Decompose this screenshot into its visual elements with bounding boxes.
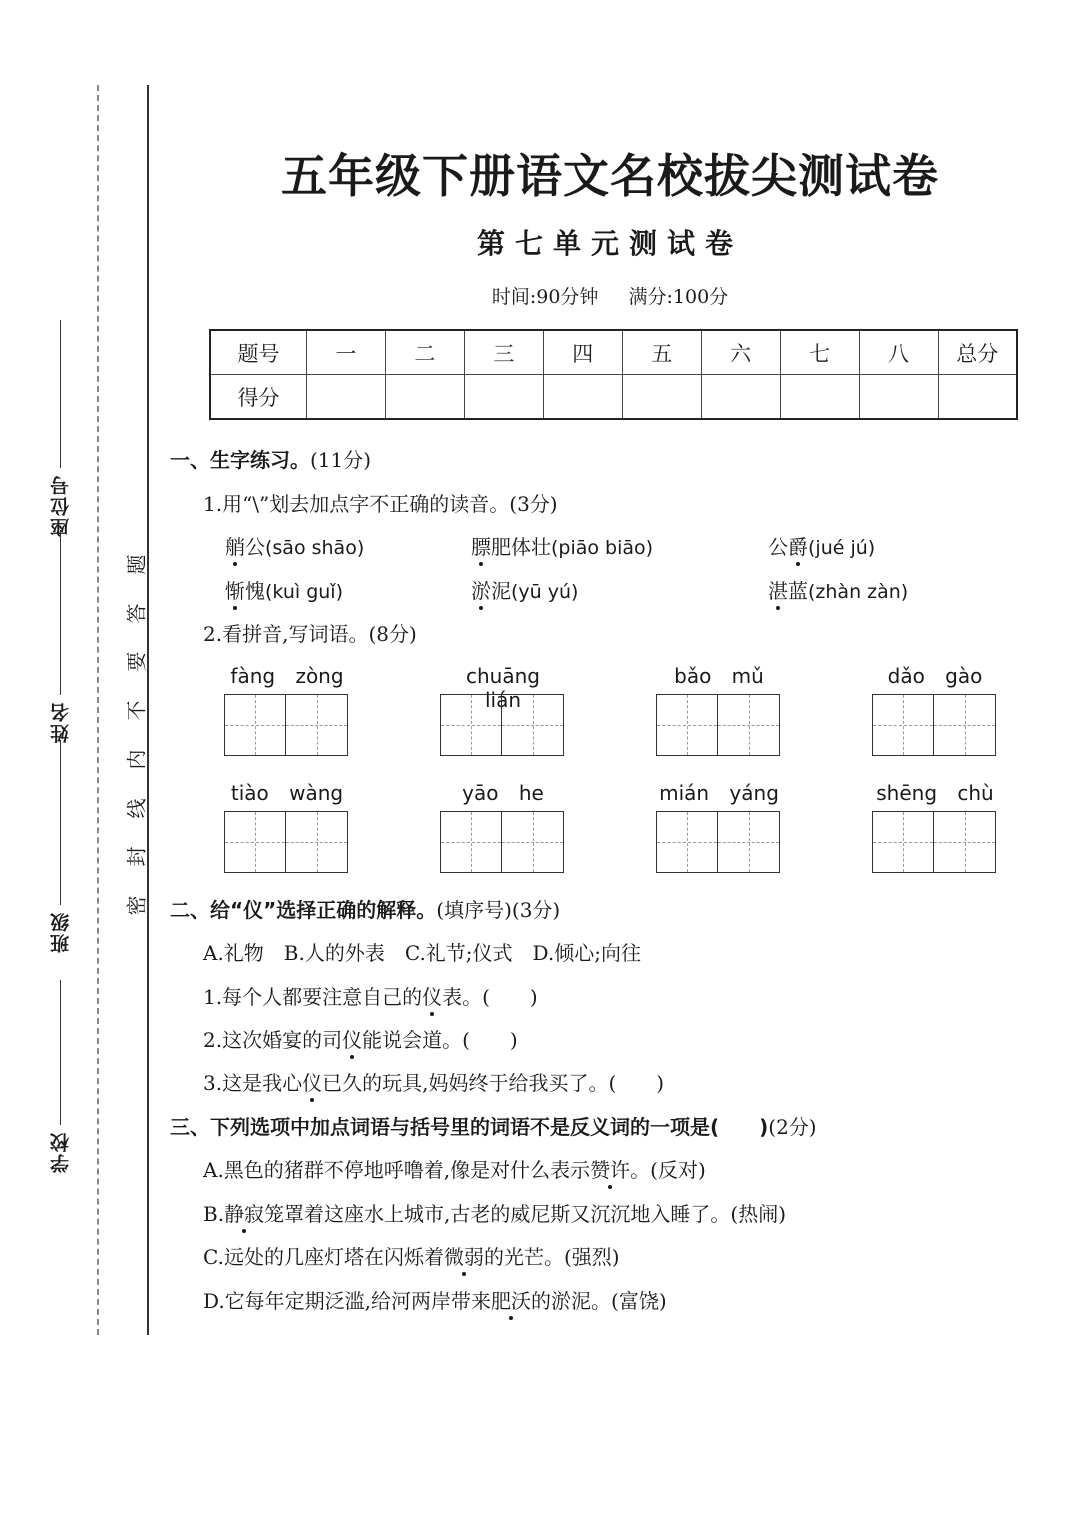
dotted-char: 湛: [768, 575, 788, 604]
dotted-word: 静寂: [224, 1198, 264, 1227]
writing-cell[interactable]: [440, 694, 502, 756]
score-table: [209, 329, 1018, 420]
section-2-question[interactable]: 3.这是我心仪已久的玩具,妈妈终于给我买了。( ): [203, 1067, 664, 1096]
unit-subtitle: 第七单元测试卷: [476, 227, 743, 260]
score-cell[interactable]: [780, 375, 859, 420]
seal-char: 答: [124, 603, 149, 624]
cut-dashed-line: [97, 85, 99, 1335]
score-cell[interactable]: [622, 375, 701, 420]
seal-char: 线: [124, 798, 149, 819]
option-c: C.远处的几座灯塔在闪烁着微弱的光芒。(强烈): [203, 1241, 620, 1270]
table-row: [210, 330, 1017, 375]
dotted-char: 膘: [471, 531, 491, 560]
school-label: 学校: [49, 1131, 72, 1173]
word-writing-grid[interactable]: [872, 664, 998, 757]
table-header-cell: 八: [859, 330, 938, 375]
word-pinyin: shēng chù: [876, 781, 994, 805]
pinyin-options: (yū yú): [511, 581, 579, 603]
writing-cell[interactable]: [656, 811, 718, 873]
section-3-points: (2分): [768, 1115, 817, 1139]
pinyin-options: (piāo biāo): [551, 537, 654, 559]
seal-char: 要: [124, 651, 149, 672]
pinyin-choice-item[interactable]: 惭愧(kuì guǐ): [225, 575, 343, 604]
table-header-cell: 三: [464, 330, 543, 375]
option-d: D.它每年定期泛滥,给河两岸带来肥沃的淤泥。(富饶): [203, 1285, 667, 1314]
q2-prompt: 2.看拼音,写词语。(8分): [203, 622, 417, 646]
section-2-question[interactable]: 1.每个人都要注意自己的仪表。( ): [203, 981, 538, 1010]
section-1-points: (11分): [310, 448, 372, 472]
q1-prompt: 1.用“\”划去加点字不正确的读音。(3分): [203, 492, 558, 516]
pinyin-options: (sāo shāo): [265, 537, 365, 559]
score-cell[interactable]: [307, 375, 386, 420]
pinyin-choice-item[interactable]: 湛蓝(zhàn zàn): [768, 575, 908, 604]
option-b: B.静寂笼罩着这座水上城市,古老的威尼斯又沉沉地入睡了。(热闹): [203, 1198, 786, 1227]
section-2-heading: [170, 894, 560, 923]
exam-info: [150, 282, 1070, 309]
dotted-word: 赞许: [590, 1154, 630, 1183]
page-title: 五年级下册语文名校拔尖测试卷: [281, 149, 939, 203]
seal-line-notice: [120, 550, 150, 920]
name-field[interactable]: [40, 530, 80, 743]
word-writing-grid[interactable]: [224, 781, 350, 874]
pinyin-choice-item[interactable]: 艄公(sāo shāo): [225, 531, 364, 560]
writing-cell[interactable]: [934, 694, 996, 756]
seal-char: 密: [124, 895, 149, 916]
score-cell[interactable]: [543, 375, 622, 420]
table-header-cell: 总分: [938, 330, 1017, 375]
word-pinyin: fàng zòng: [230, 664, 344, 688]
word-writing-grid[interactable]: [656, 664, 782, 757]
word-writing-grid[interactable]: [440, 781, 566, 874]
word-pinyin: yāo he: [462, 781, 544, 805]
word-writing-grid[interactable]: [656, 781, 782, 874]
word-pinyin: tiào wàng: [230, 781, 344, 805]
seal-char: 不: [124, 700, 149, 721]
score-cell[interactable]: [938, 375, 1017, 420]
writing-cell[interactable]: [224, 811, 286, 873]
dotted-char: 艄: [225, 531, 245, 560]
table-header-cell: 七: [780, 330, 859, 375]
dotted-char: 淤: [471, 575, 491, 604]
dotted-char: 惭: [225, 575, 245, 604]
table-header-cell: 二: [385, 330, 464, 375]
full-score: 满分:100分: [628, 286, 729, 308]
word-writing-grid[interactable]: [440, 664, 566, 757]
dotted-word: 肥沃: [491, 1285, 531, 1314]
time-limit: 时间:90分钟: [491, 286, 599, 308]
word-pinyin: dǎo gào: [887, 664, 983, 688]
writing-cell[interactable]: [502, 811, 564, 873]
word-pinyin: chuāng lián: [466, 664, 540, 712]
writing-cell[interactable]: [656, 694, 718, 756]
table-header-cell: 五: [622, 330, 701, 375]
pinyin-choice-item[interactable]: 淤泥(yū yú): [471, 575, 578, 604]
seat-number-label: 座位号: [49, 474, 72, 537]
seat-number-field[interactable]: [40, 320, 80, 537]
writing-cell[interactable]: [718, 811, 780, 873]
table-header-cell: 六: [701, 330, 780, 375]
score-cell[interactable]: [859, 375, 938, 420]
dotted-char: 仪: [422, 981, 442, 1010]
section-3-title: 三、下列选项中加点词语与括号里的词语不是反义词的一项是( ): [170, 1115, 769, 1139]
score-cell[interactable]: [385, 375, 464, 420]
school-field[interactable]: [40, 980, 80, 1173]
pinyin-options: (jué jú): [808, 537, 876, 559]
dotted-char: 仪: [302, 1067, 322, 1096]
writing-cell[interactable]: [718, 694, 780, 756]
pinyin-options: (zhàn zàn): [808, 581, 909, 603]
writing-cell[interactable]: [286, 694, 348, 756]
pinyin-options: (kuì guǐ): [265, 581, 343, 603]
table-header-cell: 题号: [210, 330, 307, 375]
section-2-question[interactable]: 2.这次婚宴的司仪能说会道。( ): [203, 1024, 518, 1053]
name-label: 姓名: [49, 701, 72, 743]
score-cell[interactable]: [464, 375, 543, 420]
section-2-title: 二、给“仪”选择正确的解释。: [170, 898, 437, 922]
dotted-word: 微弱: [444, 1241, 484, 1270]
seal-char: 内: [124, 749, 149, 770]
writing-cell[interactable]: [224, 694, 286, 756]
dotted-char: 仪: [342, 1024, 362, 1053]
class-label: 班级: [49, 911, 72, 953]
option-a: A.黑色的猪群不停地呼噜着,像是对什么表示赞许。(反对): [203, 1154, 706, 1183]
dotted-char: 爵: [788, 531, 808, 560]
section-2-points: (填序号)(3分): [436, 898, 561, 922]
word-pinyin: mián yáng: [659, 781, 779, 805]
table-row: [210, 375, 1017, 420]
word-writing-grid[interactable]: [872, 781, 998, 874]
section-1-heading: [170, 444, 371, 473]
section-2-options: A.礼物 B.人的外表 C.礼节;仪式 D.倾心;向往: [203, 941, 641, 965]
writing-cell[interactable]: [872, 694, 934, 756]
writing-cell[interactable]: [934, 811, 996, 873]
writing-cell[interactable]: [872, 811, 934, 873]
seal-char: 封: [124, 846, 149, 867]
writing-cell[interactable]: [502, 694, 564, 756]
pinyin-choice-item[interactable]: 膘肥体壮(piāo biāo): [471, 531, 653, 560]
table-header-cell: 一: [307, 330, 386, 375]
writing-cell[interactable]: [440, 811, 502, 873]
section-1-title: 一、生字练习。: [170, 448, 310, 472]
score-cell[interactable]: [701, 375, 780, 420]
word-pinyin: bǎo mǔ: [674, 664, 764, 688]
pinyin-choice-item[interactable]: 公爵(jué jú): [768, 531, 875, 560]
table-header-cell: 四: [543, 330, 622, 375]
section-3-heading[interactable]: [170, 1111, 817, 1140]
word-writing-grid[interactable]: [224, 664, 350, 757]
score-row-label: 得分: [210, 375, 307, 420]
class-field[interactable]: [40, 740, 80, 953]
writing-cell[interactable]: [286, 811, 348, 873]
seal-char: 题: [124, 554, 149, 575]
